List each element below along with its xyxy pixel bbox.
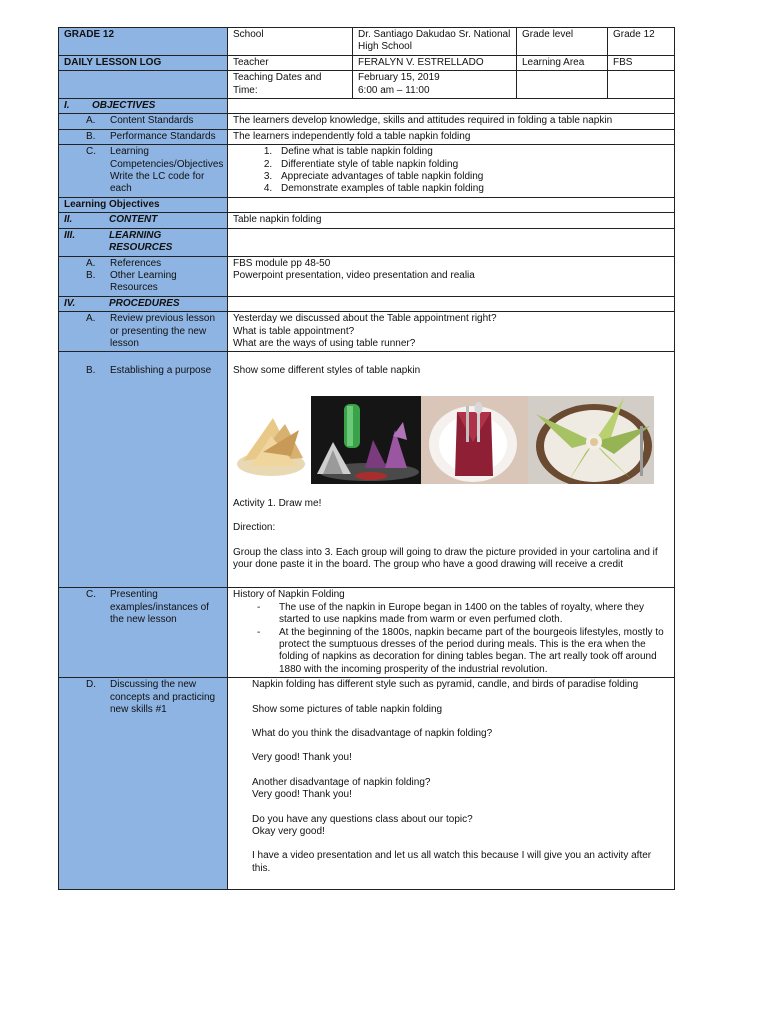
item-label: Content Standards	[110, 115, 194, 127]
competencies-list	[233, 146, 669, 196]
section-number: II.	[64, 214, 73, 226]
school-value: Dr. Santiago Dakudao Sr. National High School	[353, 28, 517, 56]
blank-cell	[59, 71, 228, 99]
item-letter: C.	[86, 589, 96, 601]
objectives-heading	[59, 99, 228, 114]
item-label: References	[110, 257, 162, 269]
history-title: History of Napkin Folding	[233, 589, 345, 601]
paragraph: Another disadvantage of napkin folding? Very good! Thank you!	[252, 776, 431, 801]
content-heading	[59, 213, 228, 228]
list-item: - The use of the napkin in Europe began in 1400 on the tables of royalty, where they started to use napkins made from warm or even perfumed cloth.	[279, 602, 669, 627]
section-title: CONTENT	[109, 214, 158, 226]
presenting-examples-label	[59, 588, 228, 678]
paragraph: I have a video presentation and let us all watch this because I will give you an activity after this.	[252, 850, 652, 874]
item-letter: A.	[86, 115, 96, 127]
other-resources-text: Powerpoint presentation, video presentation and realia	[233, 269, 475, 281]
daily-lesson-log-table	[58, 27, 675, 890]
paragraph: Very good! Thank you!	[252, 752, 352, 764]
direction-text: Group the class into 3. Each group will going to draw the picture provided in your cartolina and if your done paste it in the board. The group who have a good drawing will receive a credit	[233, 546, 658, 570]
paragraph: What do you think the disadvantage of napkin folding?	[252, 728, 493, 739]
item-label: Performance Standards	[110, 130, 216, 142]
napkin-photo-beige-fold	[233, 396, 311, 484]
list-item: 1. Define what is table napkin folding	[275, 146, 669, 158]
text-line: What is table appointment?	[233, 325, 355, 337]
discussing-concepts-content	[228, 678, 675, 890]
blank-cell	[608, 71, 675, 99]
grade-level-value: Grade 12	[608, 28, 675, 56]
establishing-purpose-label	[59, 352, 228, 588]
item-label: Other Learning Resources	[110, 269, 177, 294]
learning-objectives-label: Learning Objectives	[59, 197, 228, 212]
content-text: Table napkin folding	[228, 213, 675, 228]
blank-cell	[228, 296, 675, 311]
content-standards-text: The learners develop knowledge, skills and attitudes required in folding a table napkin	[228, 114, 675, 129]
discussing-concepts-label	[59, 678, 228, 890]
learning-resources-heading	[59, 228, 228, 256]
learning-competencies-list-cell	[228, 145, 675, 198]
establishing-purpose-content	[228, 352, 675, 588]
activity-title: Activity 1. Draw me!	[233, 497, 322, 509]
daily-lesson-log-label: DAILY LESSON LOG	[59, 55, 228, 70]
teacher-value: FERALYN V. ESTRELLADO	[353, 55, 517, 70]
direction-label: Direction:	[233, 522, 276, 534]
blank-cell	[517, 71, 608, 99]
learning-area-value: FBS	[608, 55, 675, 70]
list-item: 4. Demonstrate examples of table napkin folding	[275, 183, 669, 195]
item-letter: A.	[86, 257, 96, 269]
item-label: Discussing the new concepts and practicing new skills #1	[110, 679, 216, 715]
napkin-photo-strip	[233, 396, 669, 484]
item-letter: B.	[86, 269, 96, 281]
list-item: - At the beginning of the 1800s, napkin became part of the bourgeois lifestyles, mostly to protect the sumptuous dresses of the period during meals. This is the era when the folding of napkins as decoration for dining tables began. The art really took off around 1880 with the incoming prosperity of the industrial revolution.	[279, 627, 669, 677]
blank-cell	[228, 228, 675, 256]
item-letter: A.	[86, 313, 96, 325]
napkin-photo-green-flower	[528, 396, 654, 484]
review-lesson-label	[59, 312, 228, 352]
date-text: February 15, 2019	[358, 72, 440, 84]
paragraph: Napkin folding has different style such as pyramid, candle, and birds of paradise folding	[252, 679, 639, 691]
item-letter: B.	[86, 365, 96, 377]
section-title: LEARNING RESOURCES	[109, 229, 173, 254]
blank-cell	[228, 197, 675, 212]
list-item: 3. Appreciate advantages of table napkin folding	[275, 171, 669, 183]
napkin-photo-red-plate	[421, 396, 528, 484]
item-label: Presenting examples/instances of the new lesson	[110, 589, 209, 626]
item-label: Establishing a purpose	[110, 365, 212, 377]
item-label: Learning Competencies/Objectives Write the LC code for each	[110, 146, 224, 195]
history-list	[233, 602, 669, 676]
text-line: Yesterday we discussed about the Table appointment right?	[233, 313, 497, 325]
review-lesson-text	[228, 312, 675, 352]
teaching-dates-value	[353, 71, 517, 99]
paragraph: Show some pictures of table napkin folding	[252, 703, 443, 715]
learning-competencies-label	[59, 145, 228, 198]
performance-standards-label	[59, 129, 228, 144]
section-title: PROCEDURES	[109, 297, 180, 309]
content-standards-label	[59, 114, 228, 129]
section-number: III.	[64, 229, 76, 241]
references-text: FBS module pp 48-50	[233, 257, 331, 269]
section-title: OBJECTIVES	[92, 100, 156, 112]
napkin-photo-dark-set	[311, 396, 421, 484]
references-label	[59, 256, 228, 296]
school-label: School	[228, 28, 353, 56]
grade-label: GRADE 12	[59, 28, 228, 56]
learning-area-label: Learning Area	[517, 55, 608, 70]
references-text-cell	[228, 256, 675, 296]
section-number: I.	[64, 100, 70, 112]
paragraph: Do you have any questions class about our topic? Okay very good!	[252, 813, 473, 838]
lesson-log-page	[58, 27, 674, 890]
time-text: 6:00 am – 11:00	[358, 84, 430, 96]
teaching-dates-label: Teaching Dates and Time:	[228, 71, 353, 99]
procedures-heading	[59, 296, 228, 311]
item-label: Review previous lesson or presenting the new lesson	[110, 313, 216, 349]
item-letter: B.	[86, 130, 96, 142]
section-number: IV.	[64, 297, 76, 309]
performance-standards-text: The learners independently fold a table napkin folding	[228, 129, 675, 144]
item-letter: C.	[86, 146, 96, 158]
presenting-examples-content	[228, 588, 675, 678]
purpose-intro: Show some different styles of table napkin	[233, 365, 421, 377]
item-letter: D.	[86, 679, 96, 691]
teacher-label: Teacher	[228, 55, 353, 70]
blank-cell	[228, 99, 675, 114]
grade-level-label: Grade level	[517, 28, 608, 56]
list-item: 2. Differentiate style of table napkin folding	[275, 159, 669, 171]
text-line: What are the ways of using table runner?	[233, 337, 416, 349]
